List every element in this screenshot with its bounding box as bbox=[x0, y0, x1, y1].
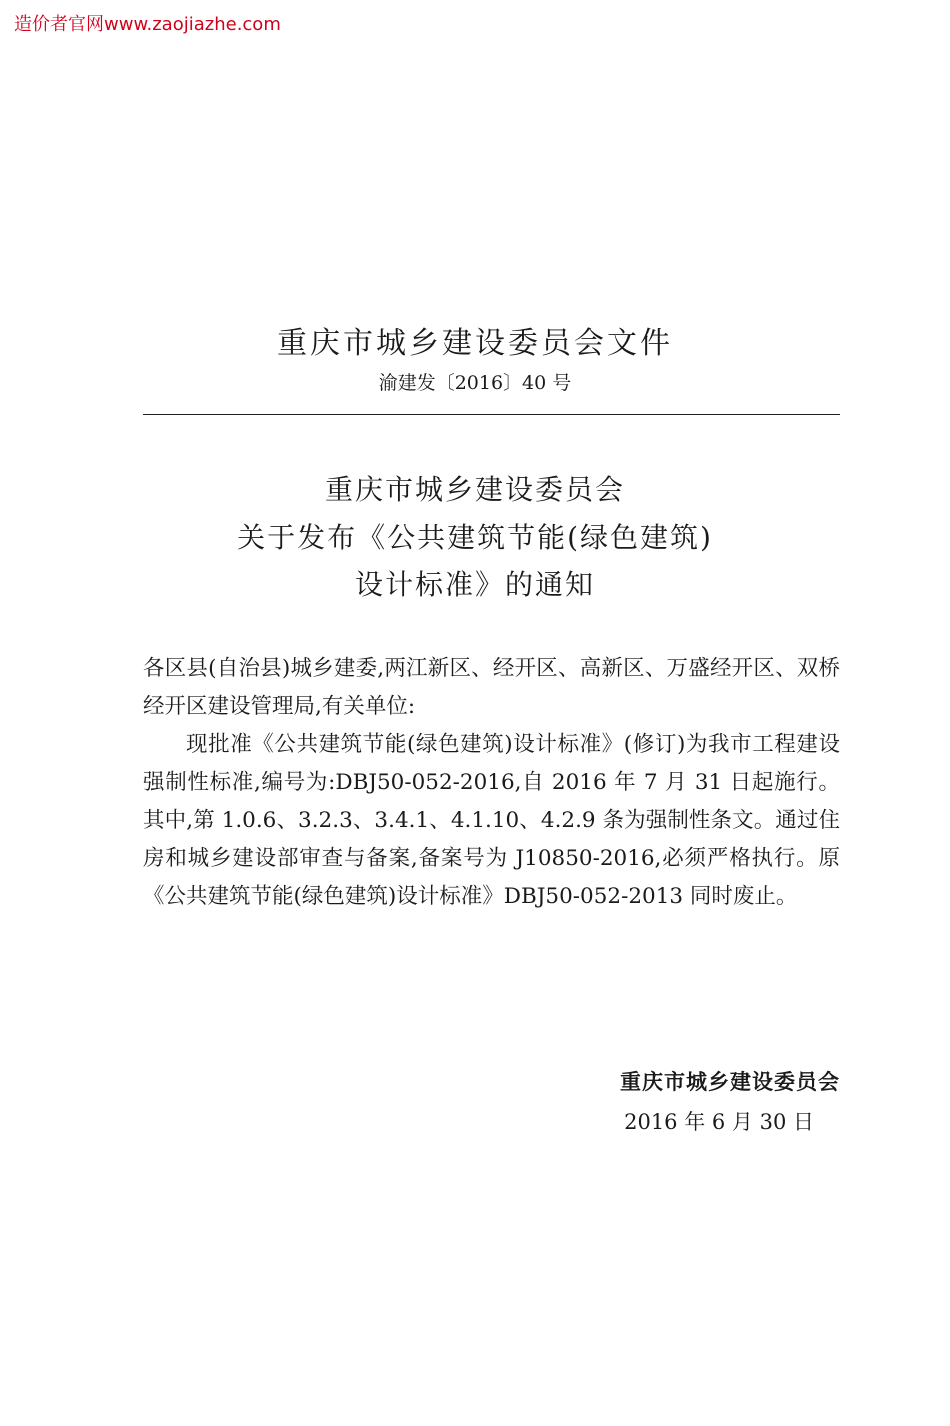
document-issuer-header: 重庆市城乡建设委员会文件 bbox=[277, 326, 673, 361]
watermark-link[interactable]: 造价者官网www.zaojiazhe.com bbox=[14, 14, 281, 35]
body-paragraph: 现批准《公共建筑节能(绿色建筑)设计标准》(修订)为我市工程建设强制性标准,编号为:DBJ50-052-2016,自 2016 年 7 月 31 日起施行。其中,第 1.0.6、3.2.3、3.4.1、4.1.10、4.2.9 条为强制性条文。通过住房和城乡建设部审查与备案,备案号为 J10850-2016,必须严格执行。原《公共建筑节能(绿色建筑)设计标准》DBJ50-052-2013 同时废止。 bbox=[143, 732, 840, 909]
document-number: 渝建发〔2016〕40 号 bbox=[378, 372, 572, 394]
header-divider bbox=[143, 414, 840, 415]
signer: 重庆市城乡建设委员会 bbox=[620, 1070, 840, 1094]
notice-title-line-3: 设计标准》的通知 bbox=[354, 568, 595, 601]
salutation: 各区县(自治县)城乡建委,两江新区、经开区、高新区、万盛经开区、双桥经开区建设管理局,有关单位: bbox=[143, 656, 840, 719]
notice-title-line-2: 关于发布《公共建筑节能(绿色建筑) bbox=[237, 521, 713, 554]
notice-title-line-1: 重庆市城乡建设委员会 bbox=[324, 473, 625, 506]
notice-body bbox=[143, 650, 840, 916]
issue-date: 2016 年 6 月 30 日 bbox=[624, 1110, 814, 1134]
